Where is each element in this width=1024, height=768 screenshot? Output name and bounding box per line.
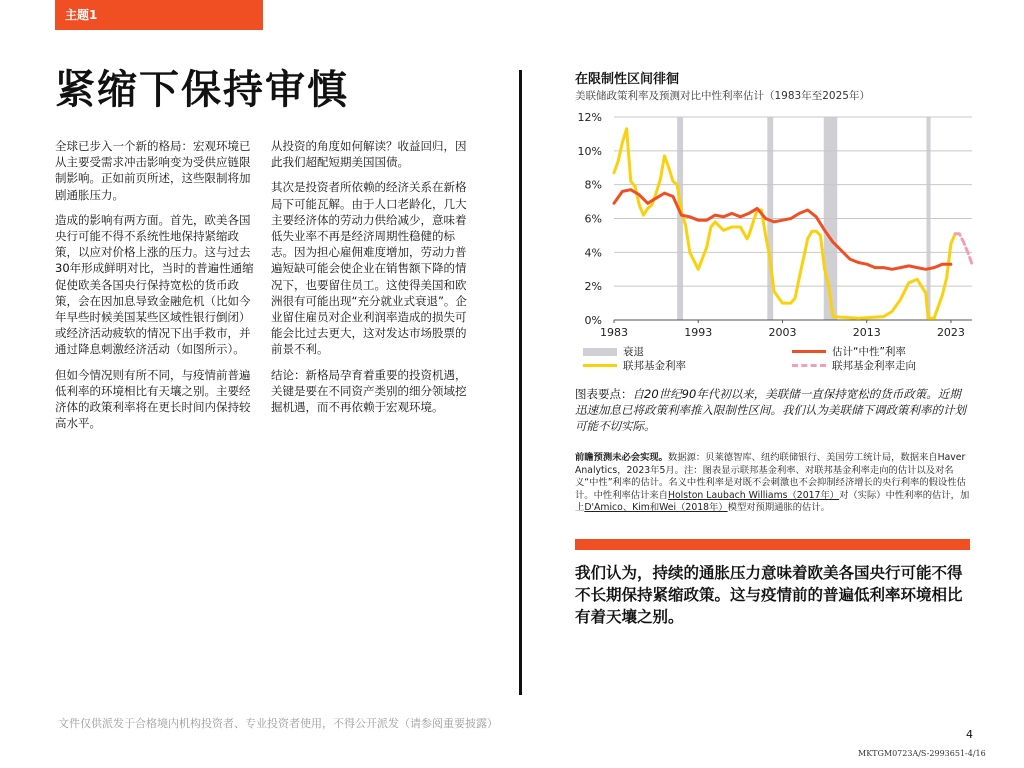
y-tick-label: 12% [577,111,602,124]
paragraph: 从投资的角度如何解读？收益回归，因此我们超配短期美国国债。 [271,139,467,170]
neutral-rate-line [614,190,951,270]
legend-recession [583,344,644,359]
chart-note-lead: 图表要点： [575,387,633,401]
paragraph: 其次是投资者所依赖的经济关系在新格局下可能瓦解。由于人口老龄化，几大主要经济体的劳动力供给减少，意味着低失业率不再是经济周期性稳健的标志。因为担心雇佣难度增加，劳动力普遍短缺可能会使企业在销售额下降的情况下，也要留住员工。这使得美国和欧洲很有可能出现“充分就业式衰退”。企业留住雇员对企业利润率造成的损失可能会比过去更大，这对发达市场股票的前景不利。 [271,180,467,357]
legend-fed-funds [583,358,686,373]
source-note [575,452,970,515]
x-tick-label: 1983 [600,326,628,339]
source-link[interactable]: D'Amico、Kim和Wei（2018年） [584,502,728,514]
paragraph: 全球已步入一个新的格局：宏观环境已从主要受需求冲击影响变为受供应链限制影响。正如前页所述，这些限制将加剧通胀压力。 [55,139,251,202]
projection-line [955,234,972,265]
page-title: 紧缩下保持审慎 [55,67,349,113]
source-text: 对（实际）中性利率的估计，加上 [575,489,970,514]
y-tick-label: 4% [584,246,602,260]
legend-neutral [792,344,906,359]
legend-projection [792,358,916,373]
legend-swatch [792,350,826,353]
source-text: 模型对预期通胀的估计。 [727,502,830,514]
legend-swatch [792,364,826,367]
legend-swatch [583,348,617,356]
paragraph: 结论：新格局孕育着重要的投资机遇，关键是要在不同资产类别的细分领域挖掘机遇，而不再依赖于宏观环境。 [271,367,467,415]
paragraph: 造成的影响有两方面。首先，欧美各国央行可能不得不系统性地保持紧缩政策，以应对价格上涨的压力。这与过去30年形成鲜明对比，当时的普遍性通缩促使欧美各国央行保持宽松的货币政策，会在因加息导致金融危机（比如今年早些时候美国某些区域性银行倒闭）或经济活动疲软的情况下出手救市，并通过降息刺激经济活动（如图所示）。 [55,212,254,357]
source-text: 数据源：贝莱德智库、纽约联储银行、美国劳工统计局，数据来自Haver Analytics，2023年5月。注：图表显示联邦基金利率、对联邦基金利率走向的估计以及对名义“中性”利率的估计。名义中性利率是对既不会刺激也不会抑制经济增长的央行利率的假设性估计。中性利率估计来自 [575,452,966,501]
chart-title: 在限制性区间徘徊 [575,72,680,87]
column-divider [519,70,522,695]
accent-bar [575,539,970,550]
x-tick-label: 2023 [936,326,965,339]
chart-note [575,386,970,434]
x-tick-label: 1993 [684,326,713,339]
document-code: MKTGM0723A/S-2993651-4/16 [858,749,986,758]
x-tick-label: 2013 [852,326,881,339]
y-tick-label: 10% [577,144,602,158]
y-tick-label: 2% [584,280,602,294]
rate-chart [570,105,980,345]
page-number: 4 [966,728,973,741]
source-link[interactable]: Holston Laubach Williams（2017年） [667,489,840,501]
x-tick-label: 2003 [768,326,797,339]
text-column-right [271,138,476,424]
legend-label: 衰退 [623,346,644,358]
fed-funds-rate-line [614,129,955,318]
legend-label: 联邦基金利率 [623,360,686,372]
y-tick-label: 0% [584,314,602,327]
legend-label: 估计“中性”利率 [832,346,906,358]
pull-quote: 我们认为，持续的通胀压力意味着欧美各国央行可能不得不长期保持紧缩政策。这与疫情前的普遍低利率环境相比有着天壤之别。 [575,564,963,626]
y-tick-label: 8% [584,178,602,192]
chart-note-text: 自20世纪90年代初以来，美联储一直保持宽松的货币政策。近期迅速加息已将政策利率推入限制性区间。我们认为美联储下调政策利率的计划可能不切实际。 [575,387,966,433]
chart-subtitle: 美联储政策利率及预测对比中性利率估计（1983年至2025年） [575,90,870,102]
y-tick-label: 6% [584,212,602,226]
text-column-left [55,138,260,440]
legend-swatch [583,364,617,367]
legend-label: 联邦基金利率走向 [832,360,916,372]
paragraph: 但如今情况则有所不同，与疫情前普遍低利率的环境相比有天壤之别。主要经济体的政策利率将在更长时间内保持较高水平。 [55,367,251,431]
source-lead: 前瞻预测未必会实现。 [575,452,668,463]
theme-tag: 主题1 [55,0,263,30]
disclaimer: 文件仅供派发于合格境内机构投资者、专业投资者使用，不得公开派发（请参阅重要披露） [58,717,498,730]
